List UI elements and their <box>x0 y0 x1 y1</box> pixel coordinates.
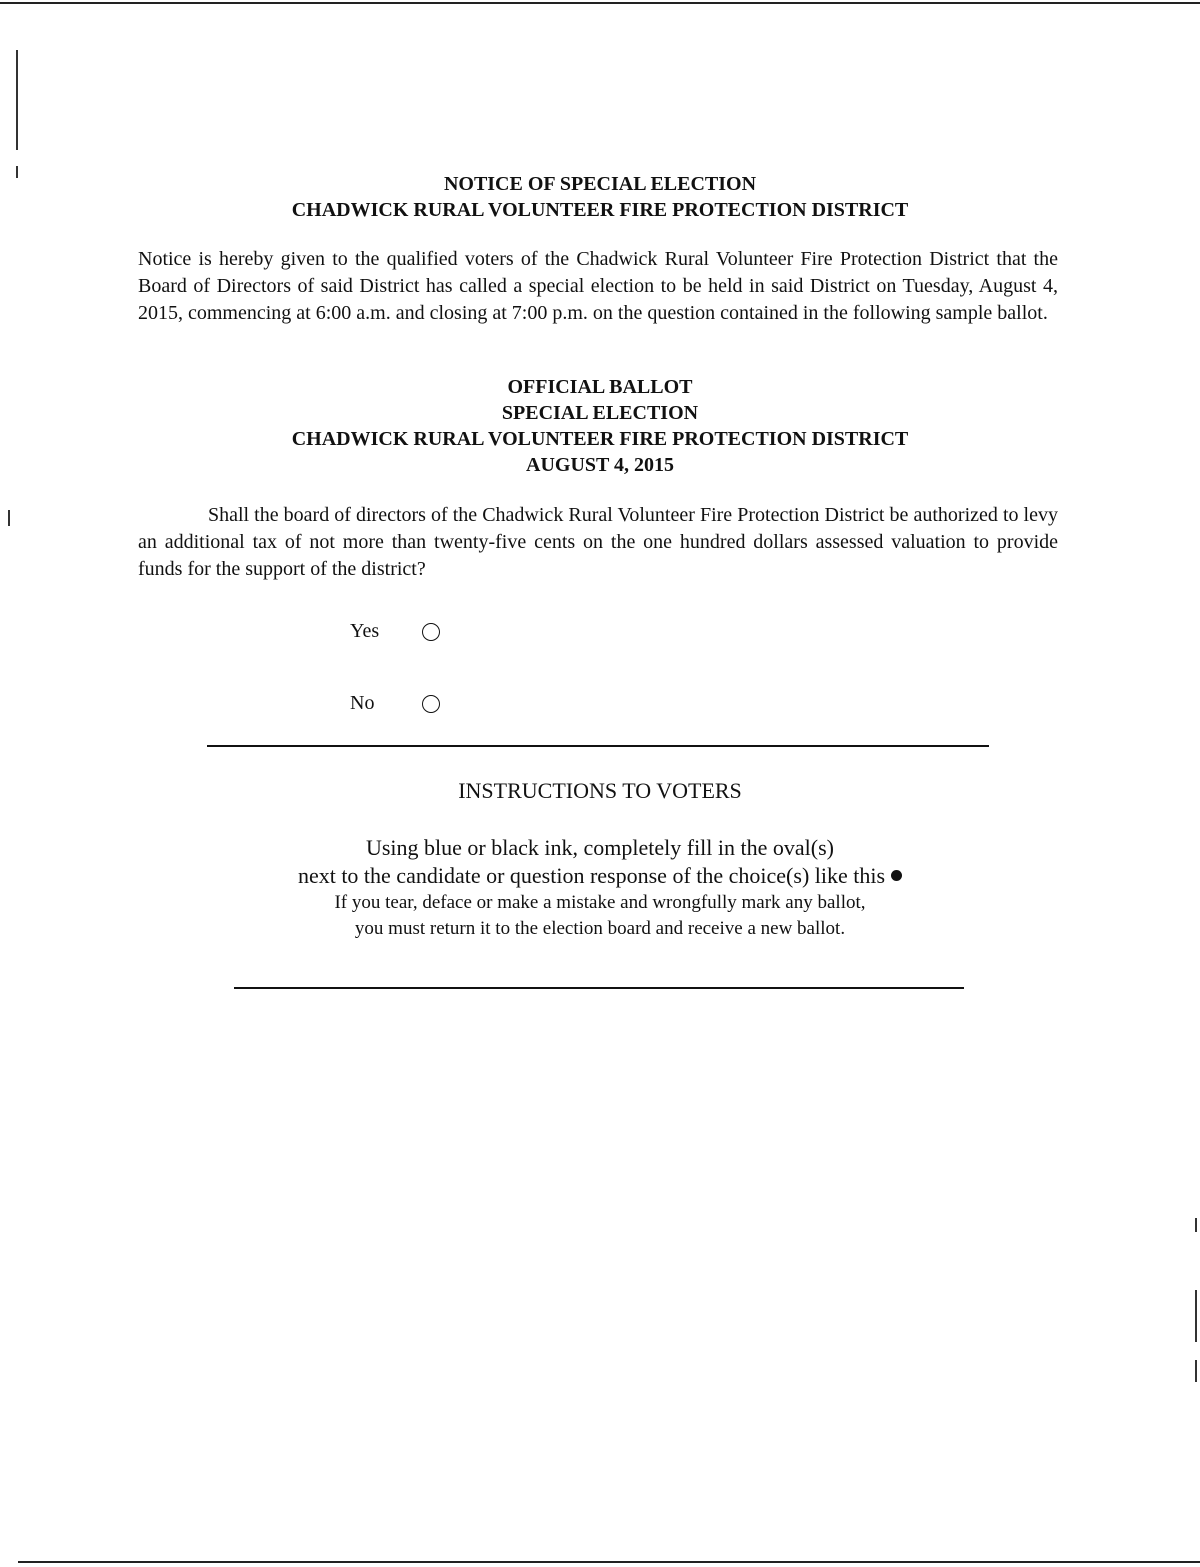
notice-heading <box>0 171 1200 223</box>
ballot-district: CHADWICK RURAL VOLUNTEER FIRE PROTECTION DISTRICT <box>291 428 909 450</box>
choice-no-label: No <box>350 692 375 714</box>
ballot-question: Shall the board of directors of the Chadwick Rural Volunteer Fire Protection District be authorized to levy an additional tax of not more than twenty-five cents on the one hundred dollars assessed valuation to provide funds for the support of the district? <box>138 504 1058 580</box>
instructions-line-1: Using blue or black ink, completely fill in the oval(s) <box>365 835 834 860</box>
page-bottom-border <box>18 1561 1200 1563</box>
choice-yes-oval[interactable] <box>422 623 440 641</box>
instructions-text <box>0 834 1200 942</box>
instructions-title: INSTRUCTIONS TO VOTERS <box>458 778 742 803</box>
instructions-line-3: If you tear, deface or make a mistake and wrongfully mark any ballot, <box>334 892 866 913</box>
instructions-line-4: you must return it to the election board and receive a new ballot. <box>354 918 846 939</box>
scan-mark <box>1195 1360 1197 1382</box>
page-top-border <box>0 2 1200 4</box>
filled-oval-icon <box>891 870 902 881</box>
divider <box>207 745 989 747</box>
choice-yes[interactable] <box>350 620 440 643</box>
scan-mark <box>1195 1290 1197 1342</box>
choice-no[interactable] <box>350 692 440 715</box>
notice-title: NOTICE OF SPECIAL ELECTION <box>443 173 757 195</box>
ballot-heading <box>0 374 1200 478</box>
instructions-line-2-text: next to the candidate or question response of the choice(s) like this <box>297 863 886 888</box>
notice-body: Notice is hereby given to the qualified voters of the Chadwick Rural Volunteer Fire Protection District that the Board of Directors of said District has called a special election to be held in said District on Tuesday, August 4, 2015, commencing at 6:00 a.m. and closing at 7:00 p.m. on the question contained in the following sample ballot. <box>138 248 1058 324</box>
ballot-date: AUGUST 4, 2015 <box>526 454 674 476</box>
notice-district: CHADWICK RURAL VOLUNTEER FIRE PROTECTION DISTRICT <box>291 199 909 221</box>
scan-mark <box>1195 1218 1197 1232</box>
scan-mark <box>16 50 18 150</box>
scan-mark <box>8 510 10 526</box>
choice-no-oval[interactable] <box>422 695 440 713</box>
ballot-subtitle: SPECIAL ELECTION <box>501 402 699 424</box>
ballot-title: OFFICIAL BALLOT <box>507 376 693 398</box>
divider <box>234 987 964 989</box>
choice-yes-label: Yes <box>350 620 380 642</box>
instructions-line-2 <box>0 862 1200 890</box>
